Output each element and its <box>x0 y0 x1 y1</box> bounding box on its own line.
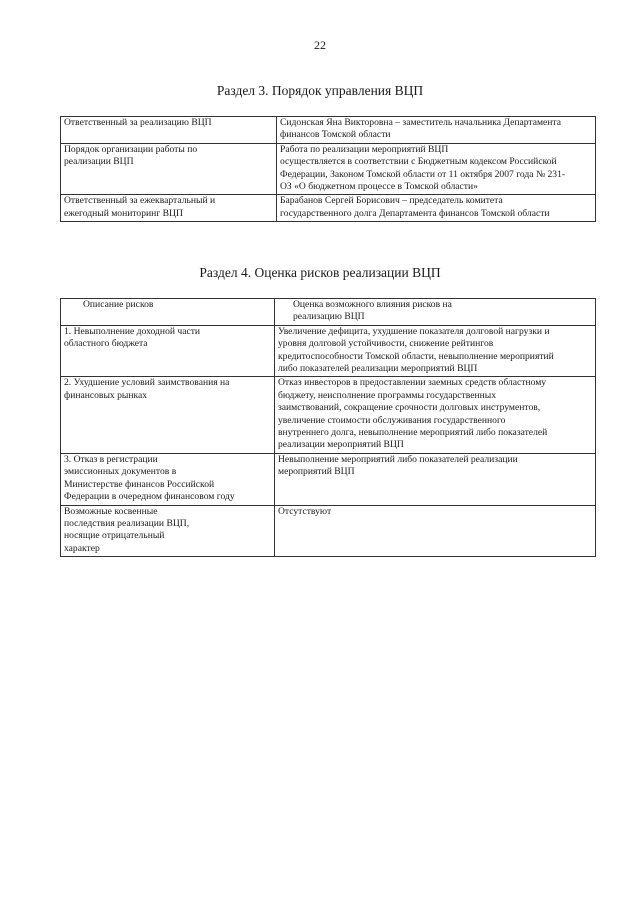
row-value: Работа по реализации мероприятий ВЦП осуществляется в соответствии с Бюджетным кодексом Российской Федерации, Законом Томской области от 11 октября 2007 года № 231- ОЗ «О бюджетном процессе в Томской области» <box>277 143 596 195</box>
table-row <box>61 377 596 453</box>
table-header-row <box>61 299 596 326</box>
header-risk-description: Описание рисков <box>61 299 275 326</box>
header-risk-impact: Оценка возможного влияния рисков на реализацию ВЦП <box>275 299 596 326</box>
row-label: Ответственный за ежеквартальный и ежегодный мониторинг ВЦП <box>61 195 277 222</box>
impact-cell: Увеличение дефицита, ухудшение показателя долговой нагрузки и уровня долговой устойчивости, снижение рейтингов кредитоспособности Томской области, невыполнение мероприятий либо показателей реализации мероприятий ВЦП <box>275 325 596 377</box>
table-row <box>61 117 596 144</box>
impact-cell: Отсутствуют <box>275 505 596 557</box>
table-row <box>61 453 596 505</box>
risk-cell: 3. Отказ в регистрации эмиссионных документов в Министерстве финансов Российской Федерации в очередном финансовом году <box>61 453 275 505</box>
page-number: 22 <box>314 38 326 52</box>
management-table <box>60 116 596 222</box>
table-row <box>61 195 596 222</box>
risk-table <box>60 298 596 557</box>
section-4-title: Раздел 4. Оценка рисков реализации ВЦП <box>199 265 441 280</box>
section-3-title: Раздел 3. Порядок управления ВЦП <box>216 83 424 98</box>
risk-cell: Возможные косвенные последствия реализации ВЦП, носящие отрицательный характер <box>61 505 275 557</box>
row-value: Сидонская Яна Викторовна – заместитель начальника Департамента финансов Томской области <box>277 117 596 144</box>
impact-cell: Невыполнение мероприятий либо показателей реализации мероприятий ВЦП <box>275 453 596 505</box>
impact-cell: Отказ инвесторов в предоставлении заемных средств областному бюджету, неисполнение программы государственных заимствований, сокращение срочности долговых инструментов, увеличение стоимости обслуживания государственного внутреннего долга, невыполнение мероприятий либо показателей реализации мероприятий ВЦП <box>275 377 596 453</box>
row-value: Барабанов Сергей Борисович – председатель комитета государственного долга Департамента финансов Томской области <box>277 195 596 222</box>
row-label: Порядок организации работы по реализации ВЦП <box>61 143 277 195</box>
table-row <box>61 143 596 195</box>
risk-cell: 1. Невыполнение доходной части областного бюджета <box>61 325 275 377</box>
risk-cell: 2. Ухудшение условий заимствования на финансовых рынках <box>61 377 275 453</box>
row-label: Ответственный за реализацию ВЦП <box>61 117 277 144</box>
table-row <box>61 325 596 377</box>
table-row <box>61 505 596 557</box>
